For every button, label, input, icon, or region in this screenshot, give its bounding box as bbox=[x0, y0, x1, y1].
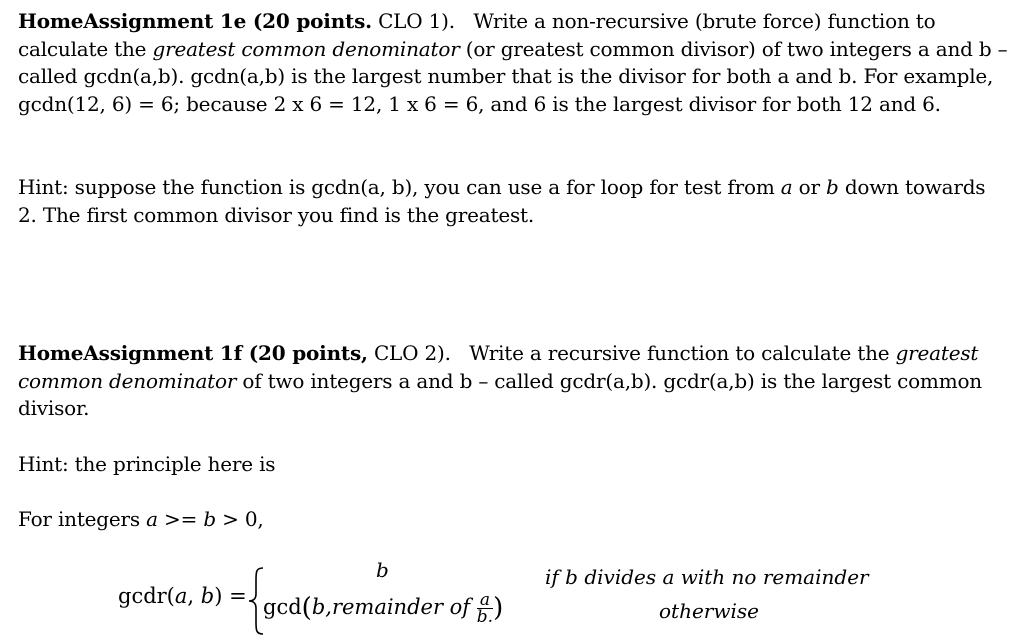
formula-case2-fraction bbox=[477, 592, 493, 625]
assignment-1e-clo: CLO 1). bbox=[371, 9, 455, 33]
formula-case2-open-paren: ( bbox=[301, 593, 312, 623]
formula-lhs-a: a bbox=[174, 584, 188, 608]
condition-gt: > 0, bbox=[222, 507, 264, 531]
assignment-1f-paragraph bbox=[18, 340, 1008, 423]
formula-case2-fn: gcd bbox=[263, 595, 302, 619]
formula-lhs bbox=[118, 584, 247, 608]
condition-for-integers: For integers bbox=[18, 507, 140, 531]
assignment-1e-italic-term: greatest common denominator bbox=[152, 36, 460, 61]
assignment-1e-heading: HomeAssignment 1e (20 points. bbox=[18, 9, 372, 33]
hint-1e-end: down towards 2. The first common divisor you find is the greatest. bbox=[18, 175, 986, 227]
assignment-1f-heading: HomeAssignment 1f (20 points, bbox=[18, 341, 368, 365]
formula-lhs-fn: gcdr( bbox=[118, 584, 175, 608]
condition-a: a bbox=[146, 507, 158, 531]
assignment-1e-hint bbox=[18, 174, 1008, 229]
hint-1e-or: or bbox=[798, 175, 820, 199]
formula-case2-condition: otherwise bbox=[659, 599, 759, 623]
formula-lhs-close: ) = bbox=[214, 584, 247, 608]
assignment-1f-text-1: Write a recursive function to calculate the bbox=[469, 341, 890, 365]
assignment-1f-text-2: of two integers a and b – called gcdr(a,b). gcdr(a,b) is the largest common divisor. bbox=[18, 368, 982, 420]
assignment-1f-italic-term: greatest common denominator bbox=[18, 341, 979, 393]
assignment-1e-paragraph bbox=[18, 8, 1008, 118]
formula-fraction-denominator: b. bbox=[476, 607, 494, 627]
hint-1e-a: a bbox=[780, 175, 793, 199]
formula-case2-b: b, bbox=[311, 595, 332, 619]
condition-b: b bbox=[203, 507, 216, 531]
hint-1e-start: Hint: suppose the function is gcdn(a, b), you can use a for loop for test from bbox=[18, 175, 775, 199]
formula-case1-condition: if b divides a with no remainder bbox=[545, 565, 869, 589]
formula-lhs-comma: , bbox=[187, 584, 201, 608]
formula-case2-close-paren: ) bbox=[493, 593, 504, 623]
assignment-1f-hint: Hint: the principle here is bbox=[18, 452, 276, 476]
condition-ge: >= bbox=[164, 507, 198, 531]
formula-fraction-numerator: a bbox=[477, 592, 493, 609]
assignment-1f-condition bbox=[18, 506, 1008, 534]
assignment-1f-clo: CLO 2). bbox=[367, 341, 451, 365]
assignment-1e-text-1: Write a non-recursive (brute force) function to calculate the bbox=[18, 9, 936, 61]
assignment-1e-text-2: (or greatest common divisor) of two integers a and b – called gcdn(a,b). gcdn(a,b) is the largest number that is the divisor for both a and b. For example, gcdn(12, 6) = 6; because 2 x 6 = 12, 1 x 6 = 6, and 6 is the largest divisor for both 12 and 6. bbox=[18, 36, 1008, 116]
formula-lhs-b: b bbox=[200, 584, 215, 608]
hint-1e-b: b bbox=[826, 175, 839, 199]
formula-case2-text: remainder of bbox=[331, 595, 471, 619]
formula-case2 bbox=[263, 592, 503, 625]
formula-case1-value: b bbox=[376, 558, 389, 582]
